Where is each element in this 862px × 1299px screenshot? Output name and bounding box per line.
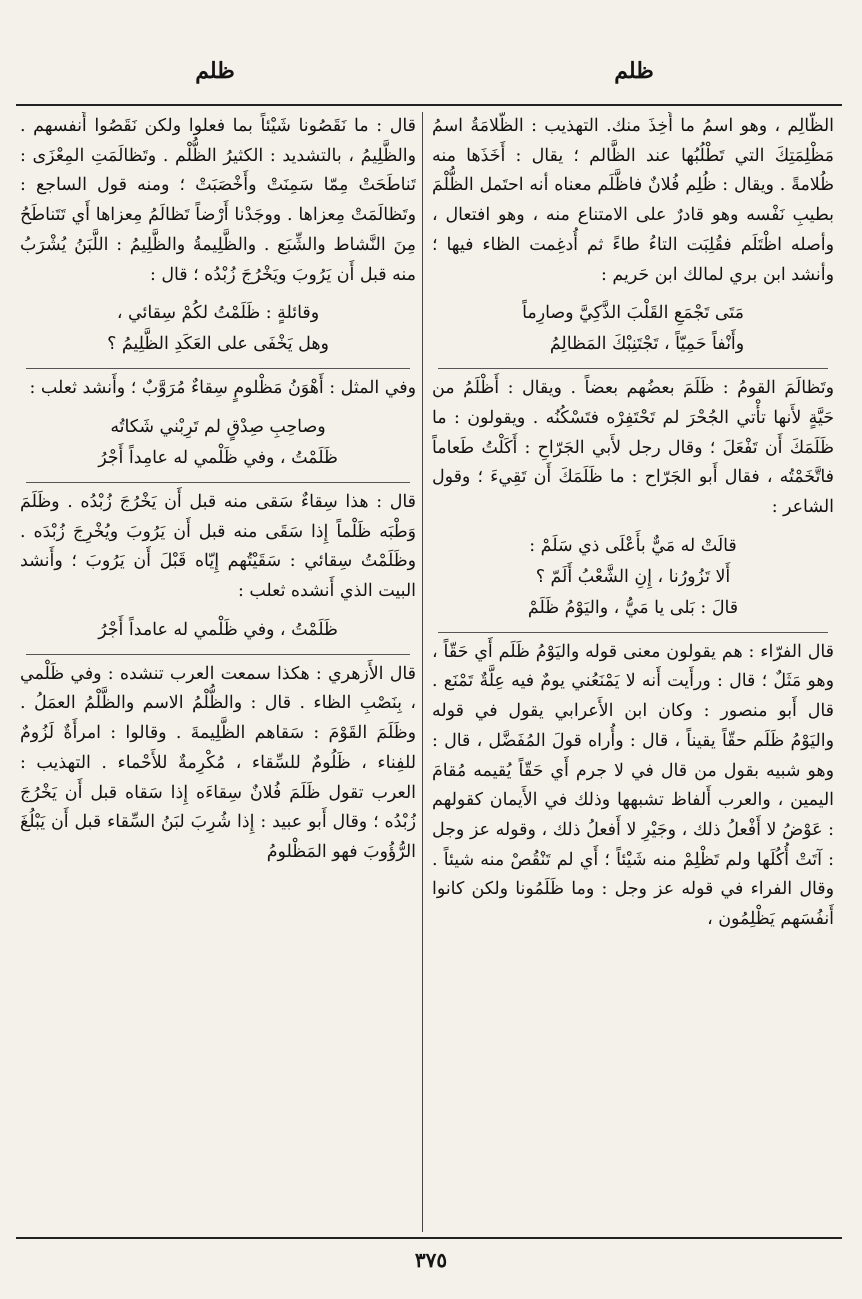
footer-rule [16,1237,842,1239]
running-head-right: ظلم [614,58,654,84]
verse [20,412,416,474]
paragraph: قال : ما نَقَصُونا شَيْئاً بما فعلوا ولكن نَقَصُوا أَنفسهم . والظَّلِيمُ ، بالتشديد : الكثيرُ الظُّلْم . وتَظالَمَتِ المِعْزَى : تَناطَحَتْ مِمّا سَمِنَتْ وأَخْصَبَتْ ؛ ومنه قول الساجع : وتَظالَمَتْ مِعزاها . ووجَدْنا أَرْضاً تَظالَمُ مِعزاها أَي تَتَناطَحُ مِنَ النَّشاط والشِّبَع . والظَّلِيمةُ والظَّلِيمُ : اللَّبَنُ يُشْرَبُ منه قبل أَن يَرُوبَ ويَخْرُجَ زُبْدُه ؛ قال : [20,116,416,285]
verse-line: وقائلةٍ : ظَلَمْتُ لكُمْ سِقائي ، [116,303,320,324]
verse [432,531,834,624]
column-divider [422,112,423,1232]
verse-line: ظَلَمْتُ ، وفي ظَلْمي له عامِداً أَجْرُ [98,447,338,468]
paragraph: الظَّالِم ، وهو اسمُ ما أُخِذَ منك. التهذيب : الظُّلامَةُ اسمُ مَظْلِمَتِكَ التي تَطْلُبُها عند الظَّالم ؛ يقال : أَخَذَها منه ظُلامةً . ويقال : ظُلِم فُلانٌ فاظَّلَم معناه أنه احتَمل الظُّلْمَ بطيبِ نَفْسه وهو قادرٌ على الامتناع منه ، وهو افتعال ، وأصله اظْتَلَم فقُلِبَت التاءُ طاءً ثم أُدغِمت الظاء فيها ؛ وأنشد ابن بري لمالك ابن حَريم : [432,116,834,285]
page-number: ٣٧٥ [414,1248,448,1272]
paragraph: وتَظالَمَ القومُ : ظَلَمَ بعضُهم بعضاً . ويقال : أَظْلَمُ من حَيَّةٍ لأَنها تأْتي الجُحْرَ لم تَحْتَفِرْه فتَسْكُنُه . ويقولون : ما ظَلَمَكَ أَن تَفْعَلَ ؛ وقال رجل لأَبي الجَرّاحِ : أَكَلْتُ طَعاماً فاتَّخَمْتُه ، فقال أَبو الجَرّاح : ما ظَلَمَكَ أَن تَقِيءَ ؛ وقول الشاعر : [432,378,834,518]
section-rule [26,368,410,369]
right-column [432,112,834,1232]
section-rule [26,654,410,655]
verse-line: قالَ : بَلى يا مَيُّ ، واليَوْمُ ظَلَمْ [527,597,739,618]
paragraph: قال : هذا سِقاءٌ سَقى منه قبل أَن يَخْرُجَ زُبْدُه . وظَلَمَ وَطْبَه ظَلْماً إِذا سَقَى منه قبل أَن يَرُوبَ ويُخْرِجَ زُبْدَه . وظَلَمْتُ سِقائي : سَقَيْتُهم إِيّاه قَبْلَ أَن يَرُوبَ ؛ وأَنشد البيت الذي أَنشده ثعلب : [20,491,416,602]
verse [20,298,416,360]
section-rule [26,482,410,483]
verse-line: ظَلَمْتُ ، وفي ظَلْمي له عامداً أَجْرُ [98,619,338,640]
section-rule [438,632,828,633]
verse-line: قالَتْ له مَيٌّ بأَعْلَى ذي سَلَمْ : [529,535,737,556]
paragraph: قال الأَزهري : هكذا سمعت العرب تنشده : وفي ظَلْمي ، بِنَصْبِ الظاء . قال : والظُّلْمُ الاسم والظَّلْمُ العمَلُ . وظَلَمَ القَوْمَ : سَقاهم الظَّلِيمةَ . وقالوا : امرأَةٌ لَزُومٌ للفِناء ، ظَلُومٌ للسِّقاء ، مُكْرِمةٌ للأَحْماء . التهذيب : العرب تقول ظَلَمَ فُلانٌ سِقاءَه إِذا سَقاه قبل أَن يَخْرُجَ زُبْدُه ؛ وقال أَبو عبيد : إِذا شُرِبَ لبَنُ السِّقاء قبل أَن يَبْلُغَ الرُّؤُوبَ فهو المَظْلومُ [20,663,416,862]
running-head-left: ظلم [195,58,235,84]
left-column [20,112,416,1232]
verse-line: وصاحِبِ صِدْقٍ لم تَرِبْني شَكاتُه [110,416,326,437]
verse [432,298,834,360]
verse [20,615,416,646]
verse-line: أَلا تَزُورُنا ، إِنِ الشَّعْبُ أَلَمّ ؟ [535,566,731,587]
verse-line: مَتَى تَجْمَعِ القَلْبَ الذَّكِيَّ وصارِماً [522,303,744,324]
paragraph: وفي المثل : أَهْوَنُ مَظْلومٍ سِقاءٌ مُرَوَّبٌ ؛ وأَنشد ثعلب : [29,378,416,399]
paragraph: قال الفرّاء : هم يقولون معنى قوله واليَوْمُ ظَلَم أَي حَقّاً ، وهو مَثَلٌ ؛ قال : ورأَيت أَنه لا يَمْنَعُني يومٌ فيه عِلَّةٌ تَمْنَع . قال أَبو منصور : وكان ابن الأَعرابي يقول في قوله واليَوْمُ ظَلَم حقّاً يقيناً ، قال : وأُراه قولَ المُفَضَّل ، قال : وهو شبيه بقول من قال في لا جرم أَي حَقّاً يُقيمه مُقامَ اليمين ، والعرب أَلفاظ تشبهها وذلك في الأَيمان كقولهم : عَوْضُ لا أَفْعلُ ذلك ، وجَيْرِ لا أَفعلُ ذلك ، وقوله عز وجل : آتَتْ أُكُلَها ولم تَظْلِمْ منه شَيْئاً ؛ أَي لم تَنْقُصْ منه شيئاً . وقال الفراء في قوله عز وجل : وما ظَلَمُونا ولكن كانوا أَنفُسَهم يَظْلِمُون ، [432,641,834,930]
header-rule [16,104,842,106]
section-rule [438,368,828,369]
verse-line: وأَنْفاً حَمِيّاً ، تَجْتَنِبْكَ المَظالِمُ [549,334,745,355]
verse-line: وهل يَخْفَى على العَكَدِ الظَّلِيمُ ؟ [107,334,329,355]
